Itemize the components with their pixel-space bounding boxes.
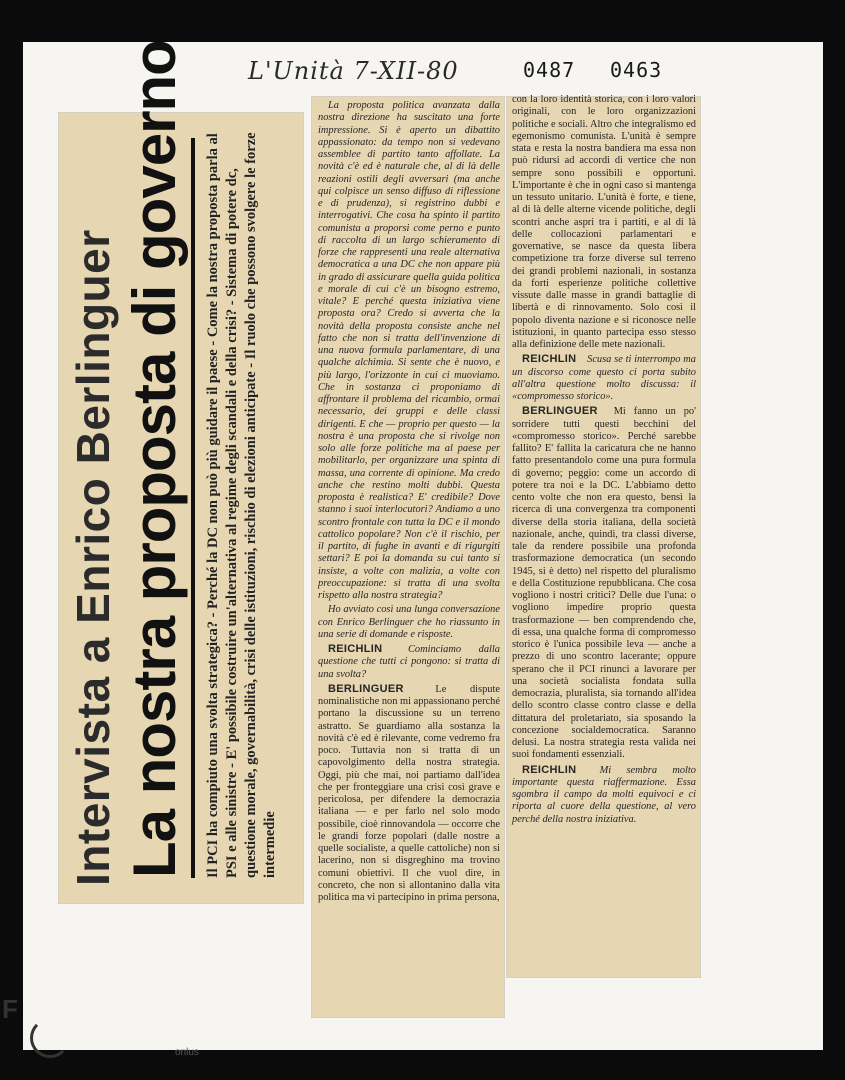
question-2: [512, 353, 696, 403]
stamp-number-1: 0487: [523, 58, 576, 82]
logo-text: onlus: [175, 1047, 199, 1058]
stamp-number-2: 0463: [610, 58, 663, 82]
article-subheading: Il PCI ha compiuto una svolta strategica? - Perché la DC non può più guidare il paese - Come la nostra proposta parla al PSI e alle sinistre - E' possibile costruire un'alternativa al regime degli scandali e della crisi? - Sistema di potere dc, questione morale, governabilità, crisi delle istituzioni, rischio di elezioni anticipate - Il ruolo che possono svolgere le forze intermedie: [205, 132, 278, 878]
question-text: Scusa se ti interrompo ma un discorso come questo ci porta subito all'altra questione molto discussa: il «compromesso storico».: [512, 354, 696, 402]
speaker-label: REICHLIN: [522, 763, 577, 776]
answer-text: Mi fanno un po' sorridere tutti questi becchini del «compromesso storico». Perché sarebbe fallito? E' fallita la caricatura che ne hanno fatto presentandolo come una pura formula di governo; peggio: come un accordo di potere tra noi e la DC. L'abbiamo detto cento volte che non era questo, bensì la ricerca di una convergenza tra componenti diverse della storia italiana, della società nazionale, anche, quindi, tra classi diverse, tale da rendere possibile una profonda trasformazione democratica (un secondo 1945, si è detto) nel rispetto del pluralismo e della Costituzione repubblicana. Che cosa vogliono i nostri critici? Delle due l'una: o vogliono impedire proprio questa trasformazione — ben comprendendo che, di essa, una qualche forma di compromesso storico è l'unica possibile leva — anche a prezzo di uno scontro lacerante; oppure sperano che il PCI rinunci a lavorare per una società socialista fondata sulla democrazia, pluralista, sia tornando all'idea dello scontro classe contro classe e della dittatura del proletariato, sia sposando la concezione socialdemocratica. Saranno delusi. La nostra strategia resta valida nei suoi fondamenti essenziali.: [512, 406, 696, 761]
speaker-label: REICHLIN: [328, 643, 383, 655]
question-text: Mi sembra molto importante questa riaffermazione. Essa sgombra il campo da molti equivoci e ci riporta al cuore della questione, al vero perché della nostra iniziativa.: [512, 764, 696, 825]
intro-paragraph: La proposta politica avanzata dalla nostra direzione ha suscitato una forte impressione. Si è aperto un dibattito appassionato: da tempo non si vedevano assemblee di partito tanto affollate. La novità c'è ed è naturale che, al di là delle reazioni ostili degli avversari (ma anche qui colpisce un senso diffuso di riflessione e di prudenza), si registrino dubbi e interrogativi. Che cosa ha spinto il partito comunista a proporsi come perno e punto di raccolta di un largo schieramento di forze che rappresenti una reale alternativa democratica a una DC che non appare più in grado di assicurare quella guida politica e morale di cui c'è un bisogno estremo, vitale? E perché questa iniziativa viene proposta ora? Credo si avverta che la novità della proposta consiste anche nel fatto che non si tratta dell'invenzione di una nuova formula parlamentare, di una qualche alchimia. Si sente che è nuovo, e più largo, l'orizzonte in cui ci muoviamo. Che in sostanza ci proponiamo di affrontare il problema del ricambio, ormai necessario, dei gruppi e delle classi dirigenti. E che — proprio per questo — la nostra è una proposta che si rivolge non solo alle forze politiche ma al paese per mobilitarlo, per organizzare una spinta di massa, una corrente di opinione. Ma credo anche che restino molti dubbi. Questa proposta è realistica? E' credibile? Dove stanno i suoi interlocutori? Andiamo a uno scontro frontale con tutta la DC e il mondo cattolico popolare? Non c'è il rischio, per il partito, di fughe in avanti e di rigurgiti settari? E poi la domanda su cui tanto si insiste, a volte con malizia, a volte con preoccupazione: si tratta di una svolta rispetto alla nostra strategia?: [318, 100, 500, 601]
logo-ring-icon: [30, 1018, 70, 1058]
foundation-logo-icon: [0, 988, 60, 1048]
handwritten-date-note: L'Unità 7-XII-80: [248, 57, 459, 85]
headline-block: [62, 40, 302, 898]
speaker-label: BERLINGUER: [522, 405, 598, 418]
article-column-2: [512, 94, 696, 828]
intro-paragraph-2: Ho avviato così una lunga conversazione con Enrico Berlinguer che ho riassunto in una serie di domande e risposte.: [318, 604, 500, 640]
question-3: [512, 764, 696, 826]
speaker-label: REICHLIN: [522, 353, 577, 366]
answer-text: Le dispute nominalistiche non mi appassionano perché portano la discussione su un terreno astratto. Se guardiamo alla sostanza la novità c'è ed è rilevante, come vedremo fra poco. Tuttavia non si tratta di un capovolgimento della nostra strategia. Oggi, più che mai, noi partiamo dall'idea che per fronteggiare una crisi così grave e pericolosa, per difendere la democrazia italiana — e per farlo nel solo modo possibile, cioè rinnovandola — occorre che le grandi forze popolari (dalle nostre a quelle socialiste, a quelle cattoliche) non si lacerino, non si disgreghino ma trovino comuni obiettivi. Il che vuol dire, in concreto, che non si allontanino dalla vita politica ma vi partecipino in prima persona,: [318, 683, 500, 903]
article-column-1: [318, 100, 500, 906]
article-kicker: Intervista a Enrico Berlinguer: [67, 229, 119, 886]
answer-1-continued: con la loro identità storica, con i loro valori originali, con le loro organizzazioni politiche e sociali. Altro che integralismo ed egemonismo comunista. L'unità è sempre stata e resta la nostra bandiera ma essa non può ridursi ad accordi di vertice che non sempre sono possibili e opportuni. L'importante è che in ogni caso si mantenga un tessuto unitario. L'unità è forte, e tiene, al di là delle alterne vicende politiche, degli scontri anche aspri tra i partiti, e al di là delle collocazioni parlamentari e governative, se nasce da questa libera competizione tra forze diverse sul terreno dei grandi problemi nazionali, in sostanza da forti esperienze politiche collettive vissute dalle masse in grandi battaglie di libertà e di rinnovamento. Solo così il popolo diventa nazione e si riconosce nelle istituzioni, in quanto partecipa esso stesso alla definizione delle mete nazionali.: [512, 94, 696, 350]
speaker-label: BERLINGUER: [328, 682, 404, 695]
answer-1: [318, 683, 500, 905]
question-1: [318, 643, 500, 681]
logo-letter: F: [2, 994, 18, 1024]
question-text: Cominciamo dalla questione che tutti ci pongono: si tratta di una svolta?: [318, 644, 500, 680]
article-headline: La nostra proposta di governo: [120, 138, 195, 878]
answer-2: [512, 405, 696, 761]
